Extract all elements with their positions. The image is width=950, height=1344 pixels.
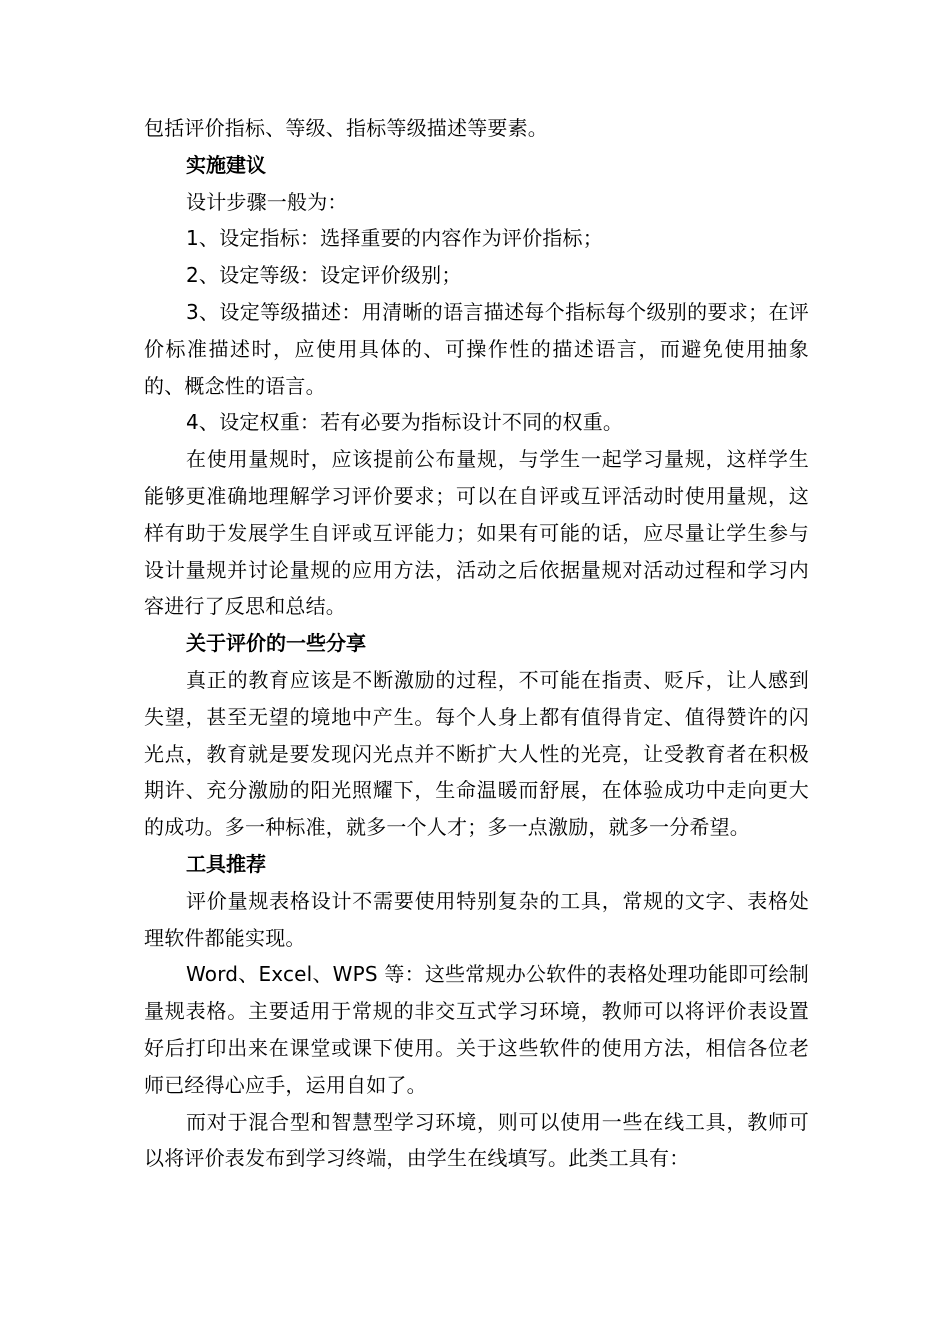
paragraph-office-software: Word、Excel、WPS 等：这些常规办公软件的表格处理功能即可绘制量规表格。主要适用于常规的非交互式学习环境，教师可以将评价表设置好后打印出来在课堂或课下使用。关于这些软件的使用方法，相信各位老师已经得心应手，运用自如了。: [144, 962, 809, 1097]
paragraph-step-1: 1、设定指标：选择重要的内容作为评价指标；: [186, 226, 603, 251]
heading-evaluation-sharing: 关于评价的一些分享: [186, 631, 366, 656]
paragraph-tools-intro: 评价量规表格设计不需要使用特别复杂的工具，常规的文字、表格处理软件都能实现。: [144, 888, 809, 950]
paragraph-using-rubrics: 在使用量规时，应该提前公布量规，与学生一起学习量规，这样学生能够更准确地理解学习评价要求；可以在自评或互评活动时使用量规，这样有助于发展学生自评或互评能力；如果有可能的话，应尽量让学生参与设计量规并讨论量规的应用方法，活动之后依据量规对活动过程和学习内容进行了反思和总结。: [144, 447, 809, 619]
paragraph-rubric-elements: 包括评价指标、等级、指标等级描述等要素。: [144, 116, 548, 140]
heading-implementation-suggestions: 实施建议: [186, 152, 266, 177]
heading-tool-recommendations: 工具推荐: [186, 851, 266, 876]
paragraph-design-steps-intro: 设计步骤一般为：: [186, 189, 348, 214]
document-body: [144, 110, 809, 1177]
paragraph-online-tools: 而对于混合型和智慧型学习环境，则可以使用一些在线工具，教师可以将评价表发布到学习终端，由学生在线填写。此类工具有：: [144, 1109, 809, 1171]
paragraph-step-4: 4、设定权重：若有必要为指标设计不同的权重。: [186, 410, 624, 435]
paragraph-step-3: 3、设定等级描述：用清晰的语言描述每个指标每个级别的要求；在评价标准描述时，应使用具体的、可操作性的描述语言，而避免使用抽象的、概念性的语言。: [144, 299, 809, 398]
paragraph-true-education: 真正的教育应该是不断激励的过程，不可能在指责、贬斥，让人感到失望，甚至无望的境地中产生。每个人身上都有值得肯定、值得赞许的闪光点，教育就是要发现闪光点并不断扩大人性的光亮，让受教育者在积极期许、充分激励的阳光照耀下，生命温暖而舒展，在体验成功中走向更大的成功。多一种标准，就多一个人才；多一点激励，就多一分希望。: [144, 667, 809, 840]
paragraph-step-2: 2、设定等级：设定评价级别；: [186, 263, 462, 288]
